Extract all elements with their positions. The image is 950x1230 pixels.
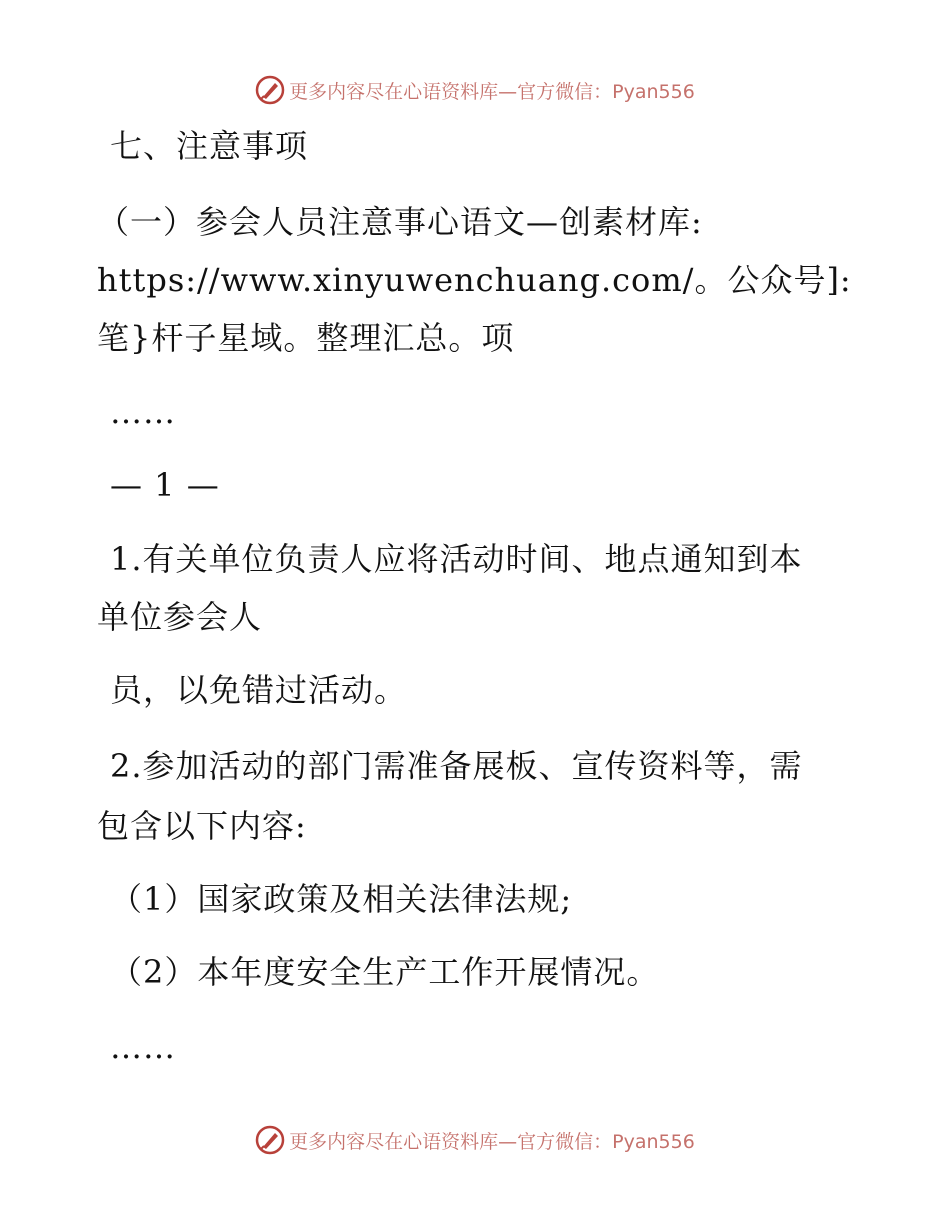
section1-line1: （一）参会人员注意事心语文—创素材库: — [97, 203, 703, 241]
quill-logo-icon — [255, 1125, 285, 1155]
ellipsis-2: …… — [110, 1028, 176, 1066]
header-watermark — [0, 70, 950, 110]
item2-line1: 2.参加活动的部门需准备展板、宣传资料等，需 — [110, 747, 803, 785]
watermark-text: 更多内容尽在心语资料库—官方微信：Pyan556 — [289, 1130, 695, 1153]
page-marker: — 1 — — [110, 466, 220, 504]
item1-line3: 员，以免错过活动。 — [110, 671, 408, 709]
section-heading: 七、注意事项 — [110, 127, 309, 165]
section1-line2: https://www.xinyuwenchuang.com/。公众号]: — [97, 261, 852, 299]
ellipsis-1: …… — [110, 393, 176, 431]
sub-item-2: （2）本年度安全生产工作开展情况。 — [110, 953, 660, 991]
item1-line2: 单位参会人 — [97, 598, 263, 636]
section1-line3: 笔}杆子星域。整理汇总。项 — [97, 319, 515, 357]
item2-line2: 包含以下内容: — [97, 807, 307, 845]
watermark-text: 更多内容尽在心语资料库—官方微信：Pyan556 — [289, 80, 695, 103]
footer-watermark — [0, 1120, 950, 1160]
sub-item-1: （1）国家政策及相关法律法规; — [110, 880, 573, 918]
quill-logo-icon — [255, 75, 285, 105]
item1-line1: 1.有关单位负责人应将活动时间、地点通知到本 — [110, 540, 803, 578]
